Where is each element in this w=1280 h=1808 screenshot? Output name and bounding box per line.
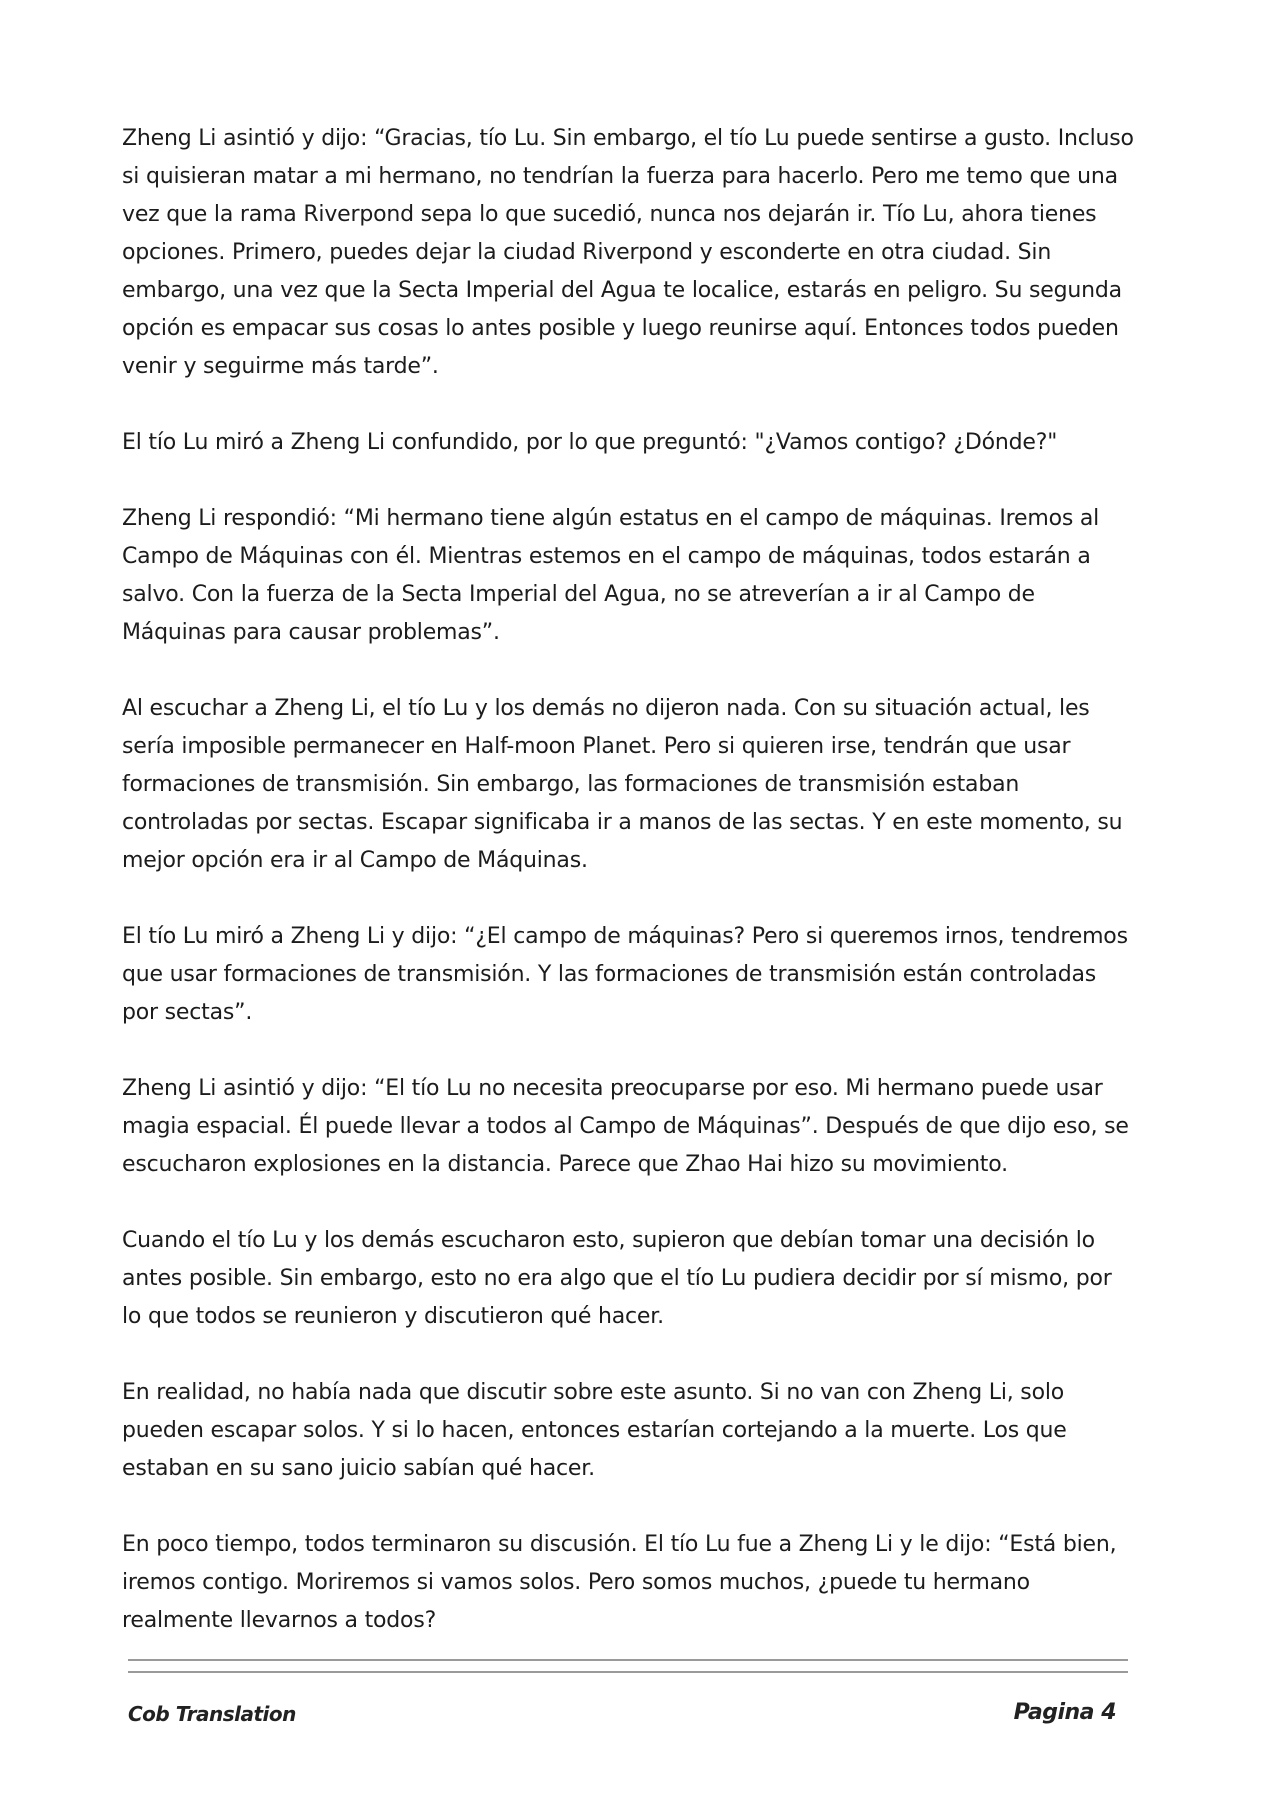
footer-divider-top (128, 1659, 1128, 1661)
paragraph: Zheng Li asintió y dijo: “Gracias, tío Lu. Sin embargo, el tío Lu puede sentirse a gusto. Incluso si quisieran matar a mi hermano, no tendrían la fuerza para hacerlo. Pero me temo que una vez que la rama Riverpond sepa lo que sucedió, nunca nos dejarán ir. Tío Lu, ahora tienes opciones. Primero, puedes dejar la ciudad Riverpond y esconderte en otra ciudad. Sin embargo, una vez que la Secta Imperial del Agua te localice, estarás en peligro. Su segunda opción es empacar sus cosas lo antes posible y luego reunirse aquí. Entonces todos pueden venir y seguirme más tarde”. (122, 126, 1134, 379)
paragraph: El tío Lu miró a Zheng Li confundido, por lo que preguntó: "¿Vamos contigo? ¿Dónde?" (122, 430, 1058, 455)
footer-divider-bottom (128, 1671, 1128, 1673)
paragraph: Cuando el tío Lu y los demás escucharon esto, supieron que debían tomar una decisión lo antes posible. Sin embargo, esto no era algo que el tío Lu pudiera decidir por sí mismo, por lo que todos se reunieron y discutieron qué hacer. (122, 1228, 1112, 1329)
footer-page-number: Pagina 4 (1013, 1700, 1116, 1725)
footer-translator-credit: Cob Translation (128, 1702, 296, 1726)
paragraph: Zheng Li asintió y dijo: “El tío Lu no necesita preocuparse por eso. Mi hermano puede usar magia espacial. Él puede llevar a todos al Campo de Máquinas”. Después de que dijo eso, se escucharon explosiones en la distancia. Parece que Zhao Hai hizo su movimiento. (122, 1076, 1129, 1177)
paragraph: El tío Lu miró a Zheng Li y dijo: “¿El campo de máquinas? Pero si queremos irnos, tendremos que usar formaciones de transmisión. Y las formaciones de transmisión están controladas por sectas”. (122, 924, 1128, 1025)
paragraph: En poco tiempo, todos terminaron su discusión. El tío Lu fue a Zheng Li y le dijo: “Está bien, iremos contigo. Moriremos si vamos solos. Pero somos muchos, ¿puede tu hermano realmente llevarnos a todos? (122, 1532, 1117, 1633)
body-text (122, 120, 1137, 1678)
paragraph: Al escuchar a Zheng Li, el tío Lu y los demás no dijeron nada. Con su situación actual, les sería imposible permanecer en Half-moon Planet. Pero si quieren irse, tendrán que usar formaciones de transmisión. Sin embargo, las formaciones de transmisión estaban controladas por sectas. Escapar significaba ir a manos de las sectas. Y en este momento, su mejor opción era ir al Campo de Máquinas. (122, 696, 1123, 873)
paragraph: Zheng Li respondió: “Mi hermano tiene algún estatus en el campo de máquinas. Iremos al Campo de Máquinas con él. Mientras estemos en el campo de máquinas, todos estarán a salvo. Con la fuerza de la Secta Imperial del Agua, no se atreverían a ir al Campo de Máquinas para causar problemas”. (122, 506, 1100, 645)
paragraph: En realidad, no había nada que discutir sobre este asunto. Si no van con Zheng Li, solo pueden escapar solos. Y si lo hacen, entonces estarían cortejando a la muerte. Los que estaban en su sano juicio sabían qué hacer. (122, 1380, 1067, 1481)
